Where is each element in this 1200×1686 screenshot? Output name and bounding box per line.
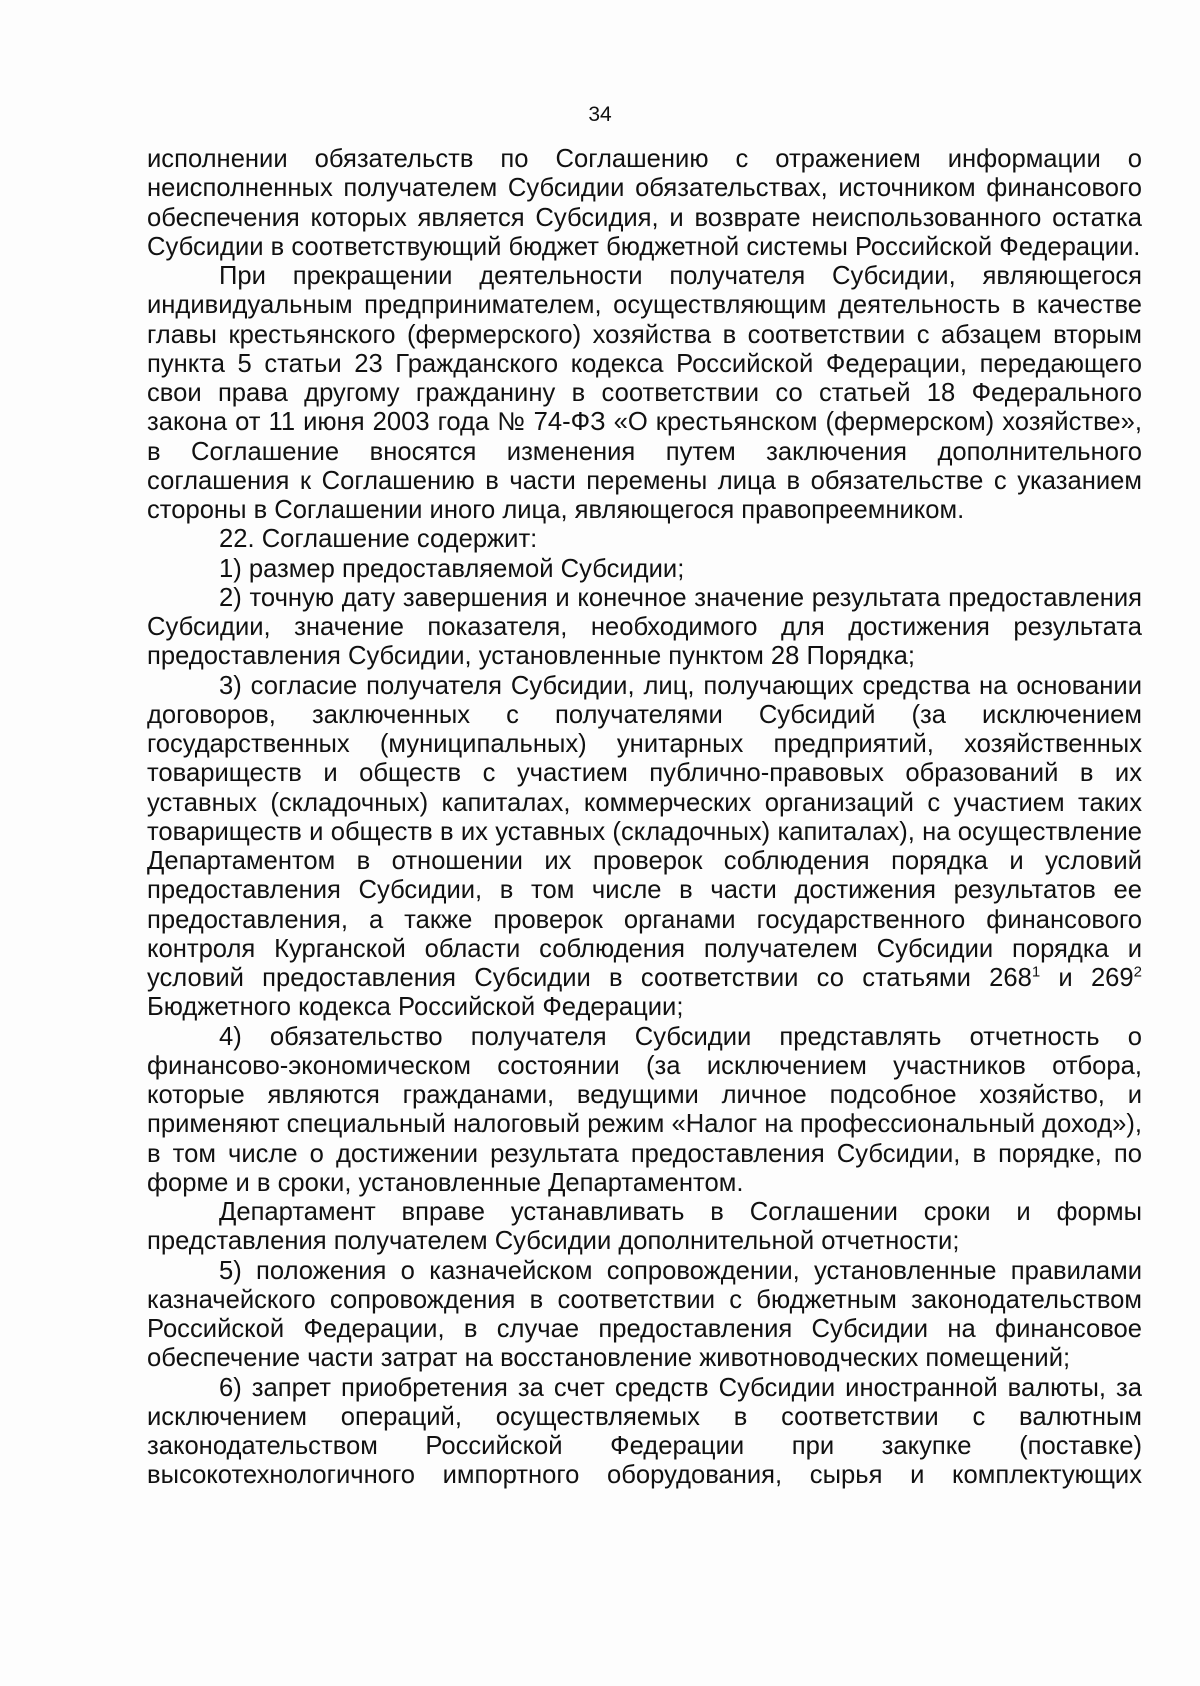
superscript-1: 1 xyxy=(1031,963,1041,981)
paragraph-continuation: исполнении обязательств по Соглашению с отражением информации о неисполненных получателем Субсидии обязательствах, источником финансового обеспечения которых является Субсидия, и возврате неиспользованного остатка Субсидии в соответствующий бюджет бюджетной системы Российской Федерации. xyxy=(147,145,1142,261)
paragraph-item-3 xyxy=(147,672,1142,1023)
superscript-2: 2 xyxy=(1133,963,1142,981)
paragraph-item-5: 5) положения о казначейском сопровождении, установленные правилами казначейского сопровождения в соответствии с бюджетным законодательством Российской Федерации, в случае предоставления Субсидии на финансовое обеспечение части затрат на восстановление животноводческих помещений; xyxy=(147,1256,1142,1373)
paragraph-item-2: 2) точную дату завершения и конечное значение результата предоставления Субсидии, значение показателя, необходимого для достижения результата предоставления Субсидии, установленные пунктом 28 Порядка; xyxy=(147,583,1142,671)
paragraph-item-1: 1) размер предоставляемой Субсидии; xyxy=(219,554,685,583)
paragraph-department-rights: Департамент вправе устанавливать в Соглашении сроки и формы представления получателем Субсидии дополнительной отчетности; xyxy=(147,1198,1142,1256)
paragraph-item-3-text-part2: и 269 xyxy=(1040,964,1134,992)
paragraph-item-6: 6) запрет приобретения за счет средств Субсидии иностранной валюты, за исключением операций, осуществляемых в соответствии с валютным законодательством Российской Федерации при закупке (поставке) высокотехнологичного импортного оборудования, сырья и комплектующих xyxy=(147,1373,1142,1490)
paragraph-22-heading: 22. Соглашение содержит: xyxy=(219,525,538,554)
paragraph-termination-of-activity: При прекращении деятельности получателя Субсидии, являющегося индивидуальным предпринимателем, осуществляющим деятельность в качестве главы крестьянского (фермерского) хозяйства в соответствии с абзацем вторым пункта 5 статьи 23 Гражданского кодекса Российской Федерации, передающего свои права другому гражданину в соответствии со статьей 18 Федерального закона от 11 июня 2003 года № 74-ФЗ «О крестьянском (фермерском) хозяйстве», в Соглашение вносятся изменения путем заключения дополнительного соглашения к Соглашению в части перемены лица в обязательстве с указанием стороны в Соглашении иного лица, являющегося правопреемником. xyxy=(147,262,1142,524)
paragraph-item-3-text-part3: Бюджетного кодекса Российской Федерации; xyxy=(147,993,684,1022)
paragraph-item-4: 4) обязательство получателя Субсидии представлять отчетность о финансово-экономическом состоянии (за исключением участников отбора, которые являются гражданами, ведущими личное подсобное хозяйство, и применяют специальный налоговый режим «Налог на профессиональный доход»), в том числе о достижении результата предоставления Субсидии, в порядке, по форме и в сроки, установленные Департаментом. xyxy=(147,1022,1143,1197)
paragraph-item-3-text-part1: 3) согласие получателя Субсидии, лиц, получающих средства на основании договоров, заключенных с получателями Субсидий (за исключением государственных (муниципальных) унитарных предприятий, хозяйственных товариществ и обществ с участием публично-правовых образований в их уставных (складочных) капиталах, коммерческих организаций с участием таких товариществ и обществ в их уставных (складочных) капиталах), на осуществление Департаментом в отношении их проверок соблюдения порядка и условий предоставления Субсидии, в том числе в части достижения результатов ее предоставления, а также проверок органами государственного финансового контроля Курганской области соблюдения получателем Субсидии порядка и условий предоставления Субсидии в соответствии со статьями 268 xyxy=(147,671,1142,992)
page-number: 34 xyxy=(588,103,612,126)
document-body xyxy=(147,145,1142,1491)
